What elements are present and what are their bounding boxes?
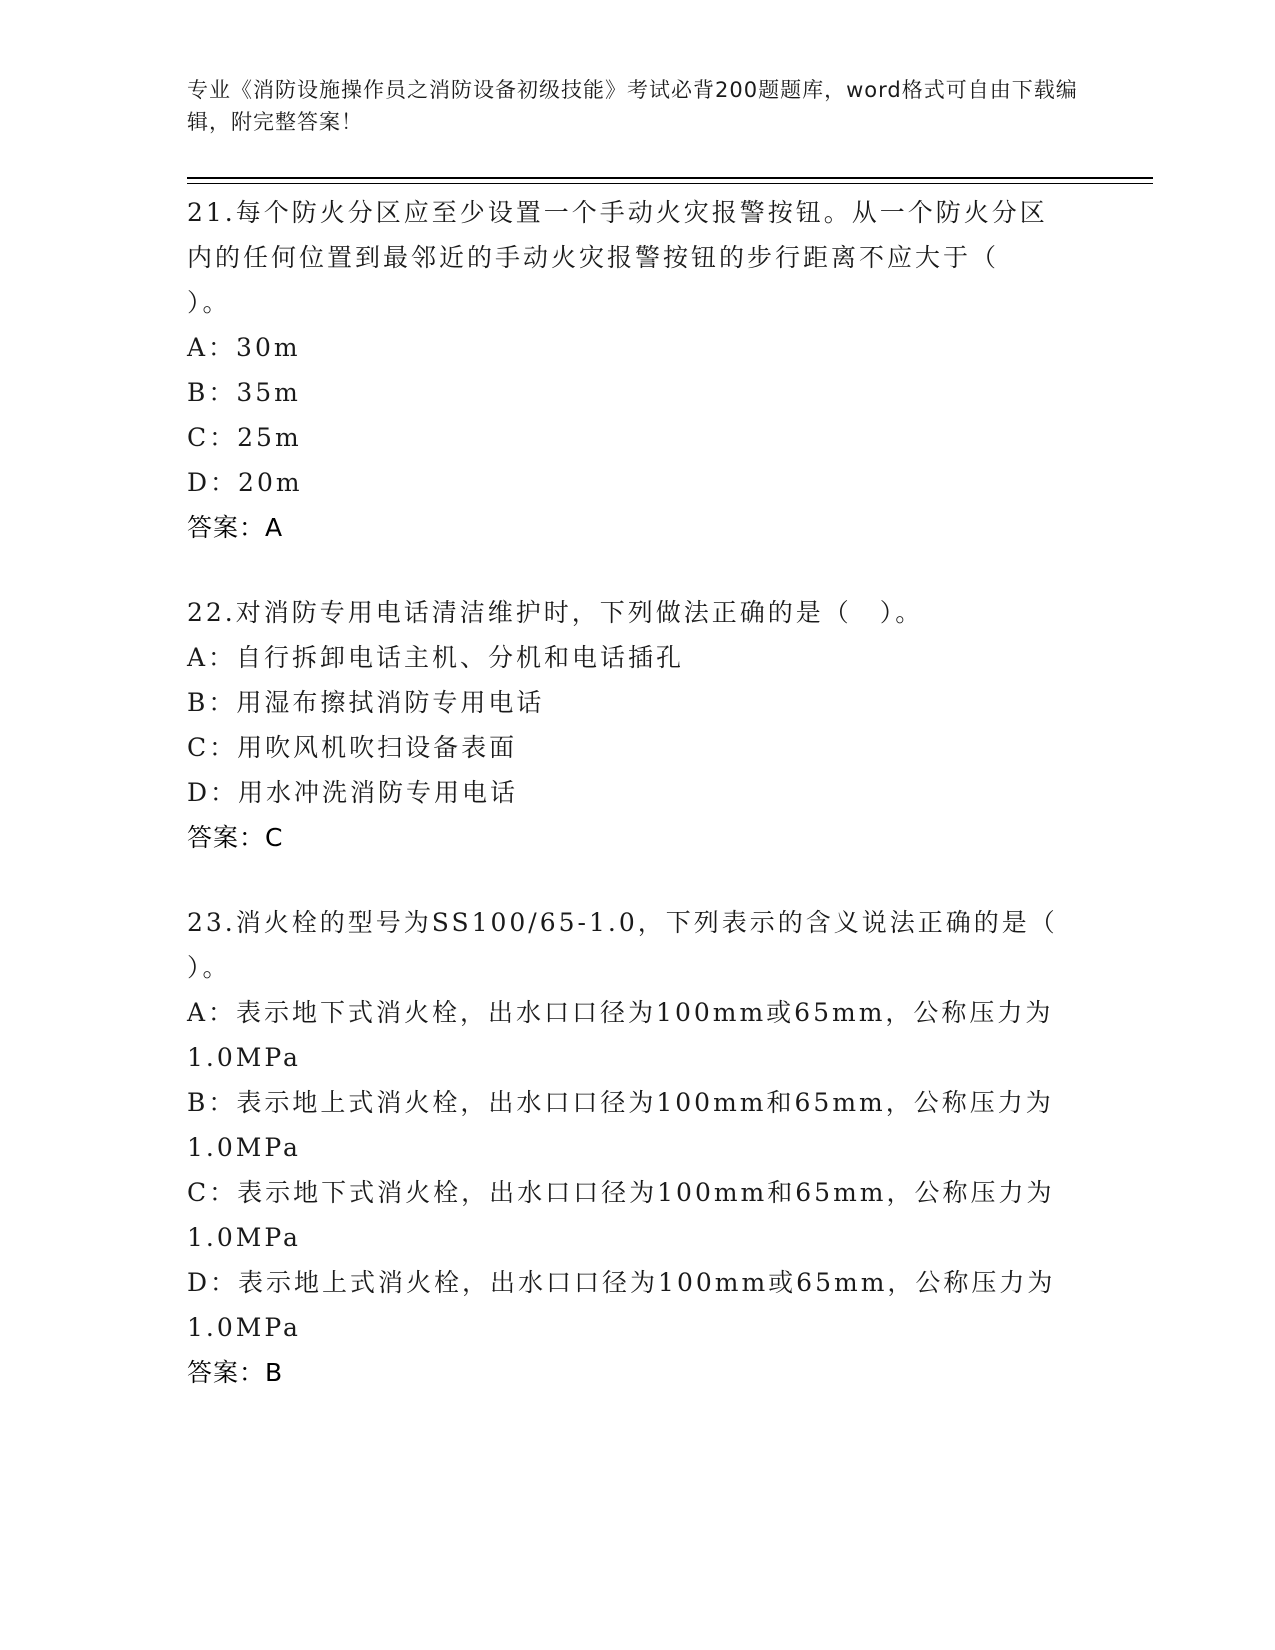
answer-label: 答案：C bbox=[187, 823, 284, 852]
option-b: B：35m bbox=[187, 378, 301, 407]
option-a: A：30m bbox=[187, 333, 301, 362]
option-b: B：表示地上式消火栓，出水口口径为100mm和65mm，公称压力为 bbox=[187, 1088, 1054, 1117]
option-d: D：表示地上式消火栓，出水口口径为100mm或65mm，公称压力为 bbox=[187, 1268, 1056, 1297]
option-c: C：25m bbox=[187, 423, 302, 452]
answer-label: 答案：A bbox=[187, 513, 284, 542]
option-a: A：表示地下式消火栓，出水口口径为100mm或65mm，公称压力为 bbox=[187, 998, 1054, 1027]
option-c: C：用吹风机吹扫设备表面 bbox=[187, 733, 518, 762]
question-stem-line: 21.每个防火分区应至少设置一个手动火灾报警按钮。从一个防火分区 bbox=[187, 198, 1048, 227]
option-d: D：20m bbox=[187, 468, 303, 497]
question-stem-line: 内的任何位置到最邻近的手动火灾报警按钮的步行距离不应大于（ bbox=[187, 243, 1000, 272]
question-stem-line: ）。 bbox=[187, 288, 231, 317]
question-stem-line: 22.对消防专用电话清洁维护时，下列做法正确的是（ ）。 bbox=[187, 598, 924, 627]
answer-label: 答案：B bbox=[187, 1358, 284, 1387]
question-21 bbox=[187, 190, 1087, 550]
question-22 bbox=[187, 590, 1087, 860]
question-23 bbox=[187, 900, 1087, 1395]
option-d: D：用水冲洗消防专用电话 bbox=[187, 778, 519, 807]
option-c: C：表示地下式消火栓，出水口口径为100mm和65mm，公称压力为 bbox=[187, 1178, 1055, 1207]
question-stem-line: 23.消火栓的型号为SS100/65-1.0，下列表示的含义说法正确的是（ bbox=[187, 908, 1058, 937]
question-list bbox=[187, 190, 1087, 1435]
option-d-continued: 1.0MPa bbox=[187, 1313, 301, 1342]
question-stem-line: ）。 bbox=[187, 953, 231, 982]
option-b-continued: 1.0MPa bbox=[187, 1133, 301, 1162]
option-a: A：自行拆卸电话主机、分机和电话插孔 bbox=[187, 643, 685, 672]
option-a-continued: 1.0MPa bbox=[187, 1043, 301, 1072]
option-b: B：用湿布擦拭消防专用电话 bbox=[187, 688, 545, 717]
header-rule-thin bbox=[187, 183, 1153, 184]
option-c-continued: 1.0MPa bbox=[187, 1223, 301, 1252]
header-rule-thick bbox=[187, 177, 1153, 179]
document-header: 专业《消防设施操作员之消防设备初级技能》考试必背200题题库，word格式可自由下载编辑，附完整答案！ bbox=[187, 78, 1078, 134]
